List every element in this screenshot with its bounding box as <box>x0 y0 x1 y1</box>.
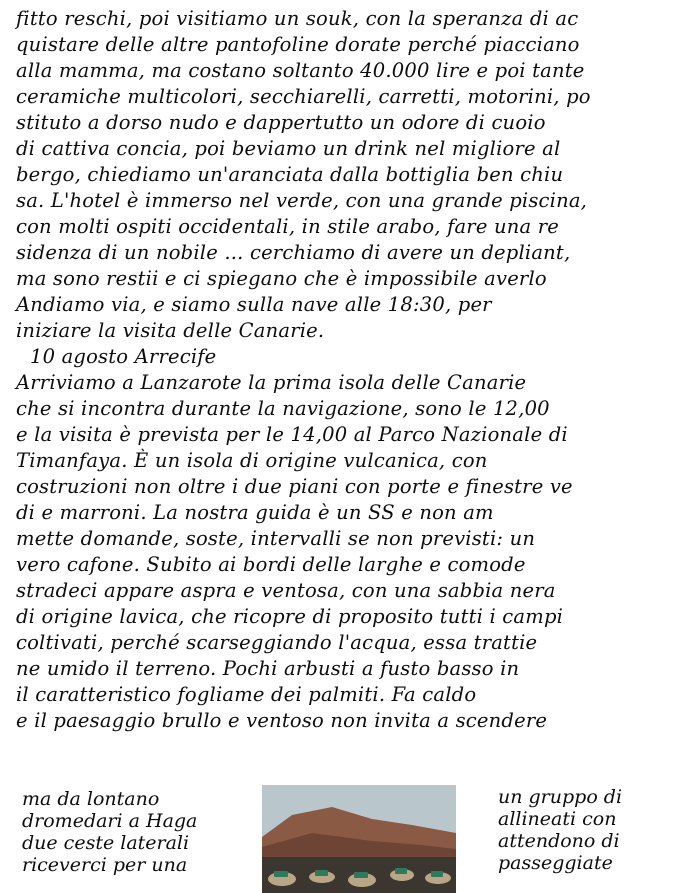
letter-line: dromedari a Haga <box>22 810 198 832</box>
letter-line: il caratteristico fogliame dei palmiti. Fa caldo <box>16 683 477 706</box>
letter-line: Arriviamo a Lanzarote la prima isola delle Canarie <box>16 371 527 394</box>
letter-line: alla mamma, ma costano soltanto 40.000 lire e poi tante <box>16 59 585 82</box>
letter-line: iniziare la visita delle Canarie. <box>16 319 325 342</box>
letter-line: con molti ospiti occidentali, in stile arabo, fare una re <box>16 215 559 238</box>
left-text-column <box>22 788 197 876</box>
right-text-column <box>498 786 622 874</box>
letter-line: costruzioni non oltre i due piani con porte e finestre ve <box>16 475 573 498</box>
letter-line: attendono di <box>498 830 620 852</box>
letter-line: mette domande, soste, intervalli se non previsti: un <box>16 527 536 550</box>
letter-line: Andiamo via, e siamo sulla nave alle 18:30, per <box>16 293 492 316</box>
letter-line: ne umido il terreno. Pochi arbusti a fusto basso in <box>16 657 520 680</box>
letter-line: quistare delle altre pantofoline dorate perché piacciano <box>16 33 580 56</box>
letter-line: coltivati, perché scarseggiando l'acqua, essa trattie <box>16 631 538 654</box>
letter-line: che si incontra durante la navigazione, sono le 12,00 <box>16 397 550 420</box>
letter-line: ceramiche multicolori, secchiarelli, carretti, motorini, po <box>16 85 591 108</box>
letter-line: ma da lontano <box>22 788 160 810</box>
letter-line: sa. L'hotel è immerso nel verde, con una grande piscina, <box>16 189 588 212</box>
letter-line: e il paesaggio brullo e ventoso non invita a scendere <box>16 709 548 732</box>
letter-line: riceverci per una <box>22 854 188 876</box>
camels-photo-illustration <box>262 785 456 893</box>
letter-line: fitto reschi, poi visitiamo un souk, con la speranza di ac <box>16 7 579 30</box>
letter-line: e la visita è prevista per le 14,00 al Parco Nazionale di <box>16 423 568 446</box>
letter-line: stituto a dorso nudo e dappertutto un odore di cuoio <box>16 111 546 134</box>
camels-photo <box>262 785 456 893</box>
letter-line: due ceste laterali <box>22 832 190 854</box>
entry-date: 10 agosto Arrecife <box>30 345 217 368</box>
letter-line: bergo, chiediamo un'aranciata dalla bottiglia ben chiu <box>16 163 564 186</box>
letter-line: ma sono restii e ci spiegano che è impossibile averlo <box>16 267 547 290</box>
letter-line: vero cafone. Subito ai bordi delle larghe e comode <box>16 553 526 576</box>
letter-line: Timanfaya. È un isola di origine vulcanica, con <box>16 449 488 472</box>
letter-line: di e marroni. La nostra guida è un SS e non am <box>16 501 494 524</box>
letter-line: sidenza di un nobile ... cerchiamo di avere un depliant, <box>16 241 571 264</box>
letter-line: di cattiva concia, poi beviamo un drink nel migliore al <box>16 137 561 160</box>
letter-line: allineati con <box>498 808 617 830</box>
letter-line: di origine lavica, che ricopre di proposito tutti i campi <box>16 605 564 628</box>
letter-line: passeggiate <box>498 852 613 874</box>
letter-line: stradeci appare aspra e ventosa, con una sabbia nera <box>16 579 556 602</box>
letter-line: un gruppo di <box>498 786 623 808</box>
